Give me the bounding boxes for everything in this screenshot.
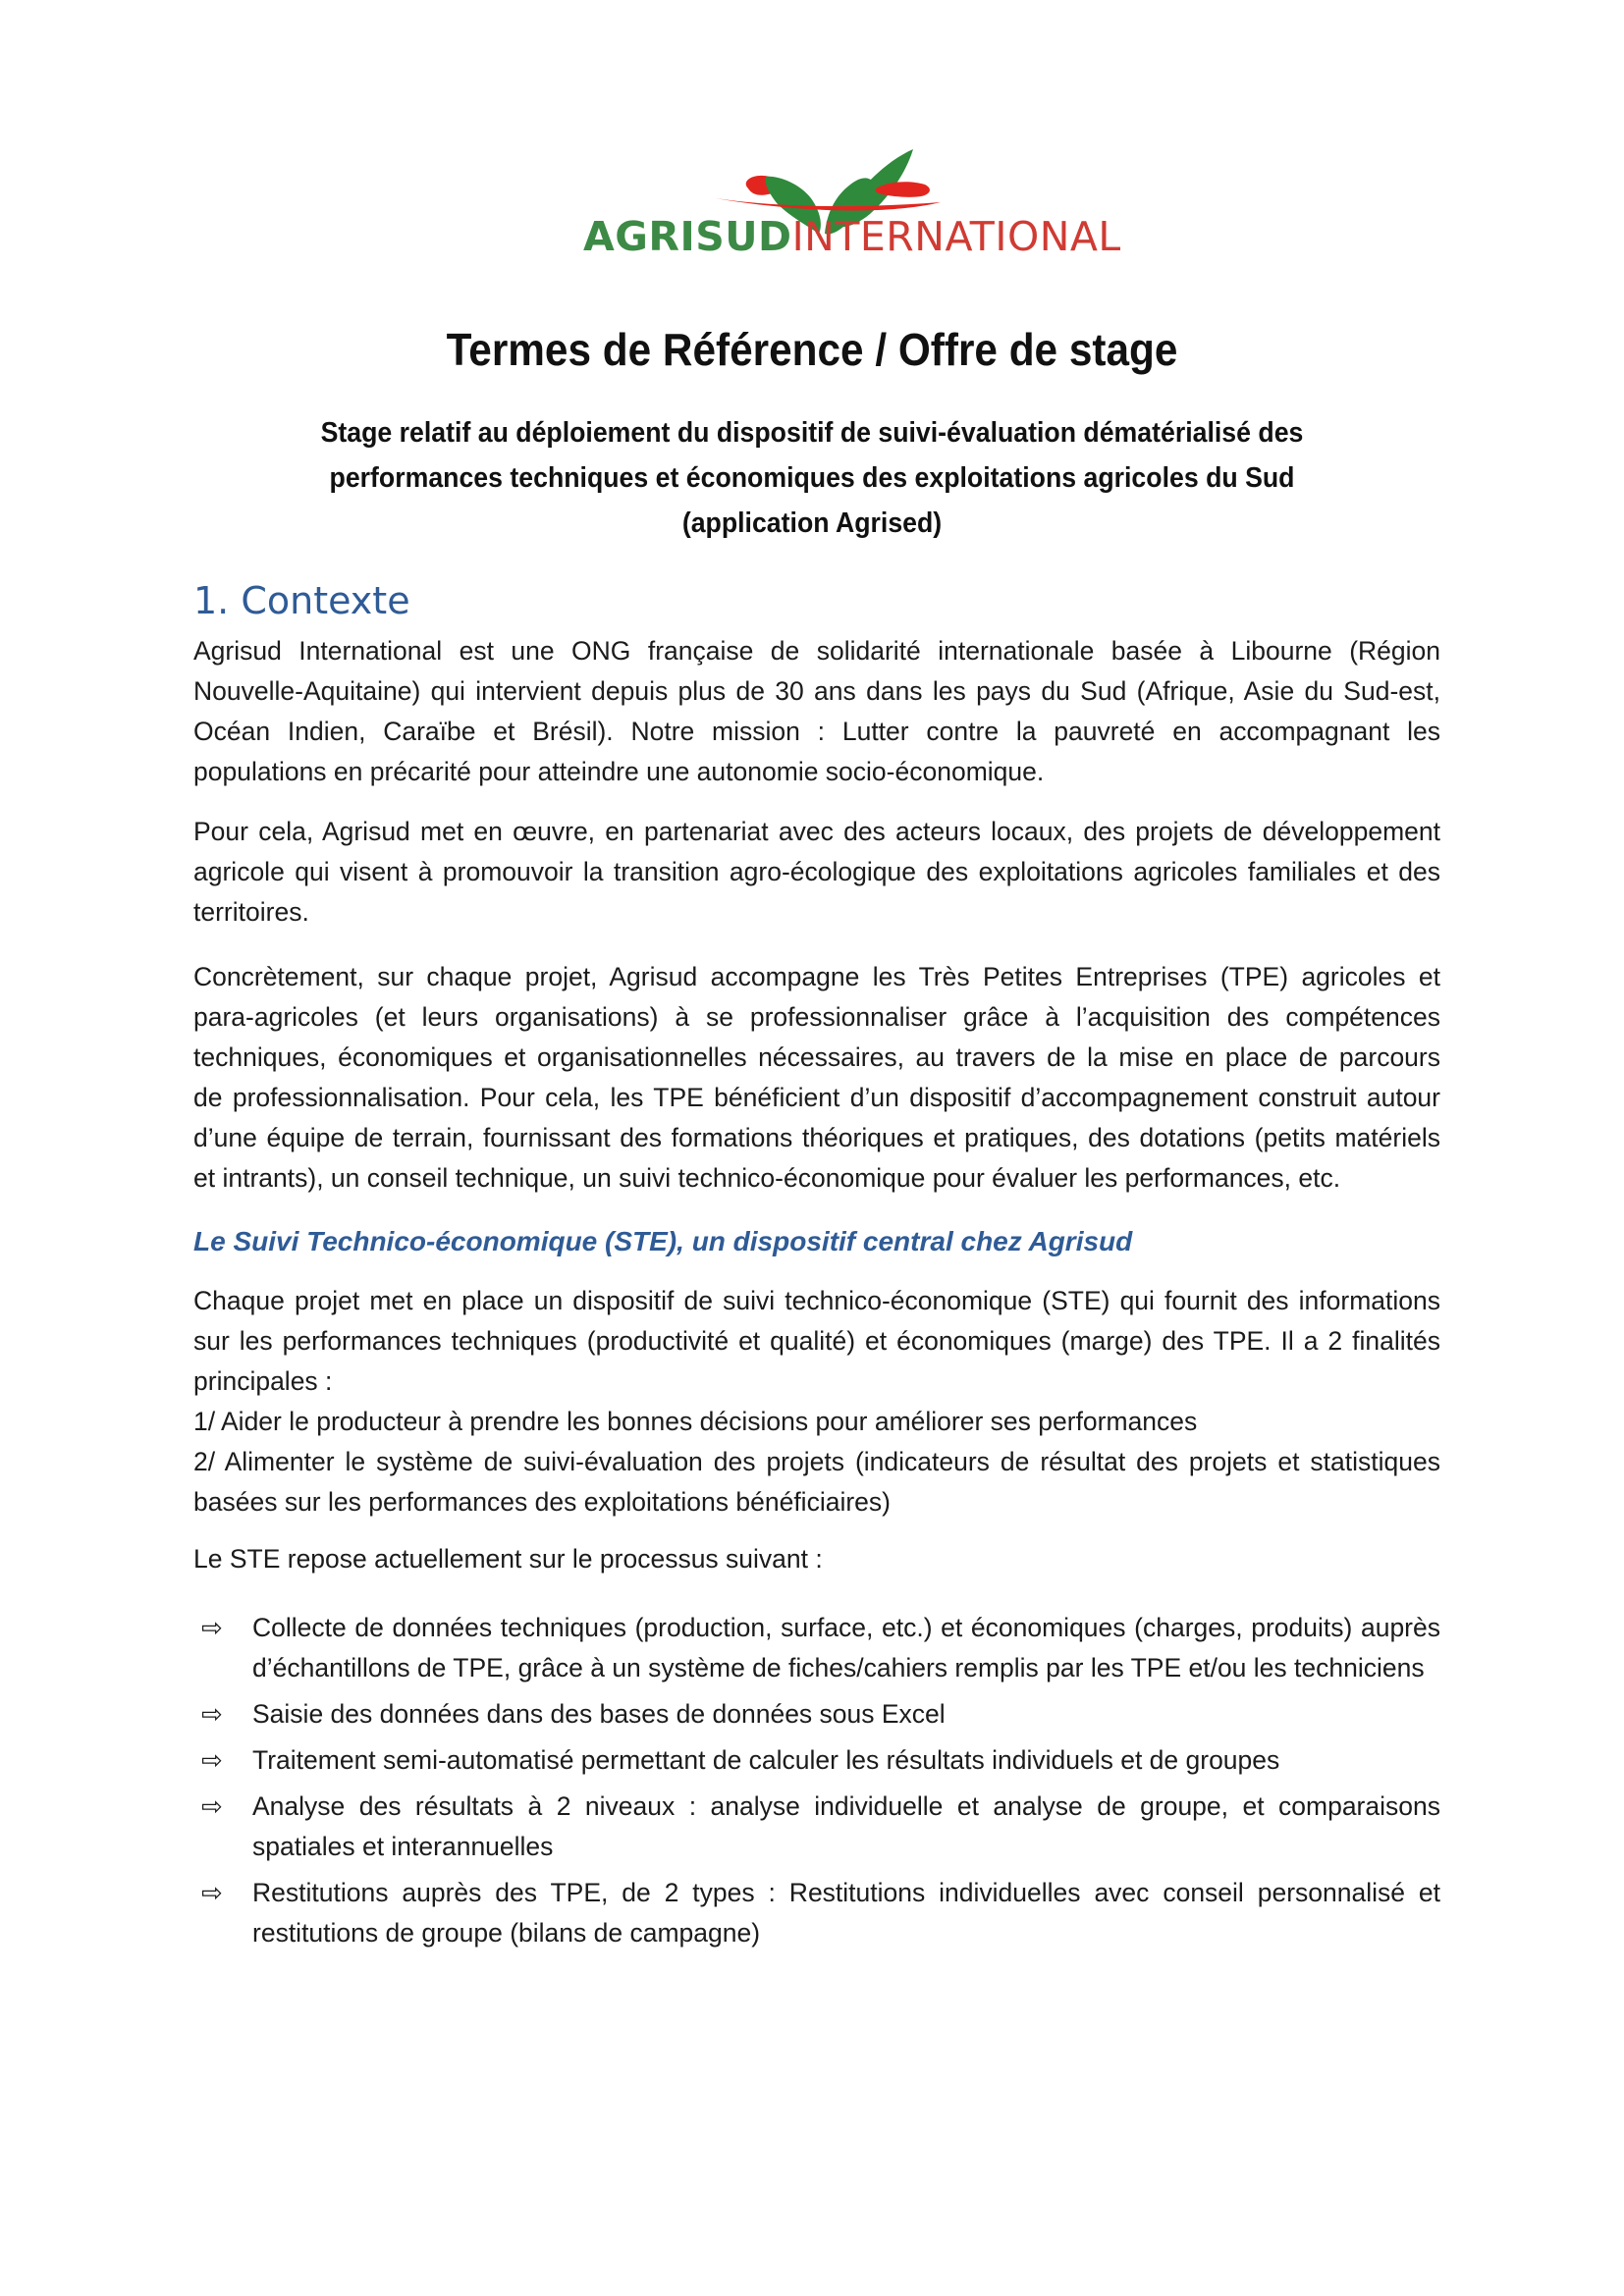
- list-item-text: Restitutions auprès des TPE, de 2 types : Restitutions individuelles avec conseil personnalisé et restitutions de groupe (bilans de campagne): [252, 1878, 1440, 1948]
- paragraph-line: agricole qui visent à promouvoir la transition agro-écologique des exploitations agricoles familiales et des: [193, 857, 1440, 886]
- section-heading-contexte: 1. Contexte: [193, 579, 410, 622]
- paragraph-line: Nouvelle-Aquitaine) qui intervient depuis plus de 30 ans dans les pays du Sud (Afrique, Asie du Sud-est,: [193, 676, 1440, 706]
- paragraph-process-intro: [193, 1539, 1440, 1579]
- paragraph-line: Concrètement, sur chaque projet, Agrisud accompagne les Très Petites Entreprises (TPE) agricoles et: [193, 962, 1440, 991]
- hollow-right-arrow-icon: ⇨: [201, 1791, 223, 1821]
- subheading-ste: Le Suivi Technico-économique (STE), un dispositif central chez Agrisud: [193, 1226, 1133, 1256]
- paragraph-line: Le STE repose actuellement sur le processus suivant :: [193, 1544, 823, 1574]
- paragraph-line: basées sur les performances des exploitations bénéficiaires): [193, 1487, 891, 1517]
- list-item: [201, 1873, 1440, 1953]
- list-item: [201, 1694, 1440, 1735]
- paragraph-line: populations en précarité pour atteindre une autonomie socio-économique.: [193, 757, 1045, 786]
- paragraph-line: Agrisud International est une ONG française de solidarité internationale basée à Libourne (Région: [193, 636, 1440, 666]
- logo-name-international: INTERNATIONAL: [791, 213, 1121, 260]
- document-title: Termes de Référence / Offre de stage: [446, 324, 1178, 375]
- paragraph-line: et intrants), un conseil technique, un suivi technico-économique pour évaluer les performances, etc.: [193, 1163, 1341, 1193]
- hollow-right-arrow-icon: ⇨: [201, 1699, 223, 1729]
- hollow-right-arrow-icon: ⇨: [201, 1878, 223, 1907]
- list-item-text: Collecte de données techniques (production, surface, etc.) et économiques (charges, produits) auprès d’échantillons de TPE, grâce à un système de fiches/cahiers remplis par les TPE et/ou les techniciens: [252, 1613, 1440, 1682]
- paragraph-line: 1/ Aider le producteur à prendre les bonnes décisions pour améliorer ses performances: [193, 1407, 1198, 1436]
- paragraph-line: Pour cela, Agrisud met en œuvre, en partenariat avec des acteurs locaux, des projets de développement: [193, 817, 1440, 846]
- paragraph-line: 2/ Alimenter le système de suivi-évaluation des projets (indicateurs de résultat des projets et statistiques: [193, 1447, 1440, 1476]
- paragraph-line: Chaque projet met en place un dispositif de suivi technico-économique (STE) qui fournit des informations: [193, 1286, 1440, 1315]
- logo-wordmark: [583, 212, 1121, 261]
- list-item-text: Traitement semi-automatisé permettant de calculer les résultats individuels et de groupes: [252, 1745, 1280, 1775]
- paragraph-line: sur les performances techniques (productivité et qualité) et économiques (marge) des TPE. Il a 2 finalités: [193, 1326, 1440, 1356]
- paragraph-line: d’une équipe de terrain, fournissant des formations théoriques et pratiques, des dotations (petits matériels: [193, 1123, 1440, 1152]
- process-bullet-list: [201, 1608, 1440, 1959]
- subtitle-line: (application Agrised): [681, 507, 943, 539]
- subtitle-line: Stage relatif au déploiement du dispositif de suivi-évaluation dématérialisé des: [320, 417, 1304, 449]
- list-item-text: Saisie des données dans des bases de données sous Excel: [252, 1699, 946, 1729]
- list-item: [201, 1740, 1440, 1781]
- list-item: [201, 1787, 1440, 1867]
- paragraph-line: principales :: [193, 1366, 333, 1396]
- paragraph-line: techniques, économiques et organisationnelles nécessaires, au travers de la mise en place de parcours: [193, 1042, 1440, 1072]
- paragraph-intro: [193, 631, 1440, 792]
- paragraph-line: de professionnalisation. Pour cela, les TPE bénéficient d’un dispositif d’accompagnement construit autour: [193, 1083, 1440, 1112]
- document-subtitle: [264, 410, 1361, 546]
- paragraph-line: Océan Indien, Caraïbe et Brésil). Notre mission : Lutter contre la pauvreté en accompagnant les: [193, 717, 1440, 746]
- paragraph-line: territoires.: [193, 897, 309, 927]
- paragraph-tpe: [193, 957, 1440, 1199]
- paragraph-ste: [193, 1281, 1440, 1522]
- list-item-text: Analyse des résultats à 2 niveaux : analyse individuelle et analyse de groupe, et comparaisons spatiales et interannuelles: [252, 1791, 1440, 1861]
- list-item: [201, 1608, 1440, 1688]
- paragraph-partnership: [193, 812, 1440, 933]
- logo-name-agrisud: AGRISUD: [583, 213, 792, 260]
- hollow-right-arrow-icon: ⇨: [201, 1613, 223, 1642]
- hollow-right-arrow-icon: ⇨: [201, 1745, 223, 1775]
- paragraph-line: para-agricoles (et leurs organisations) à se professionnaliser grâce à l’acquisition des compétences: [193, 1002, 1440, 1032]
- subtitle-line: performances techniques et économiques des exploitations agricoles du Sud: [329, 462, 1295, 494]
